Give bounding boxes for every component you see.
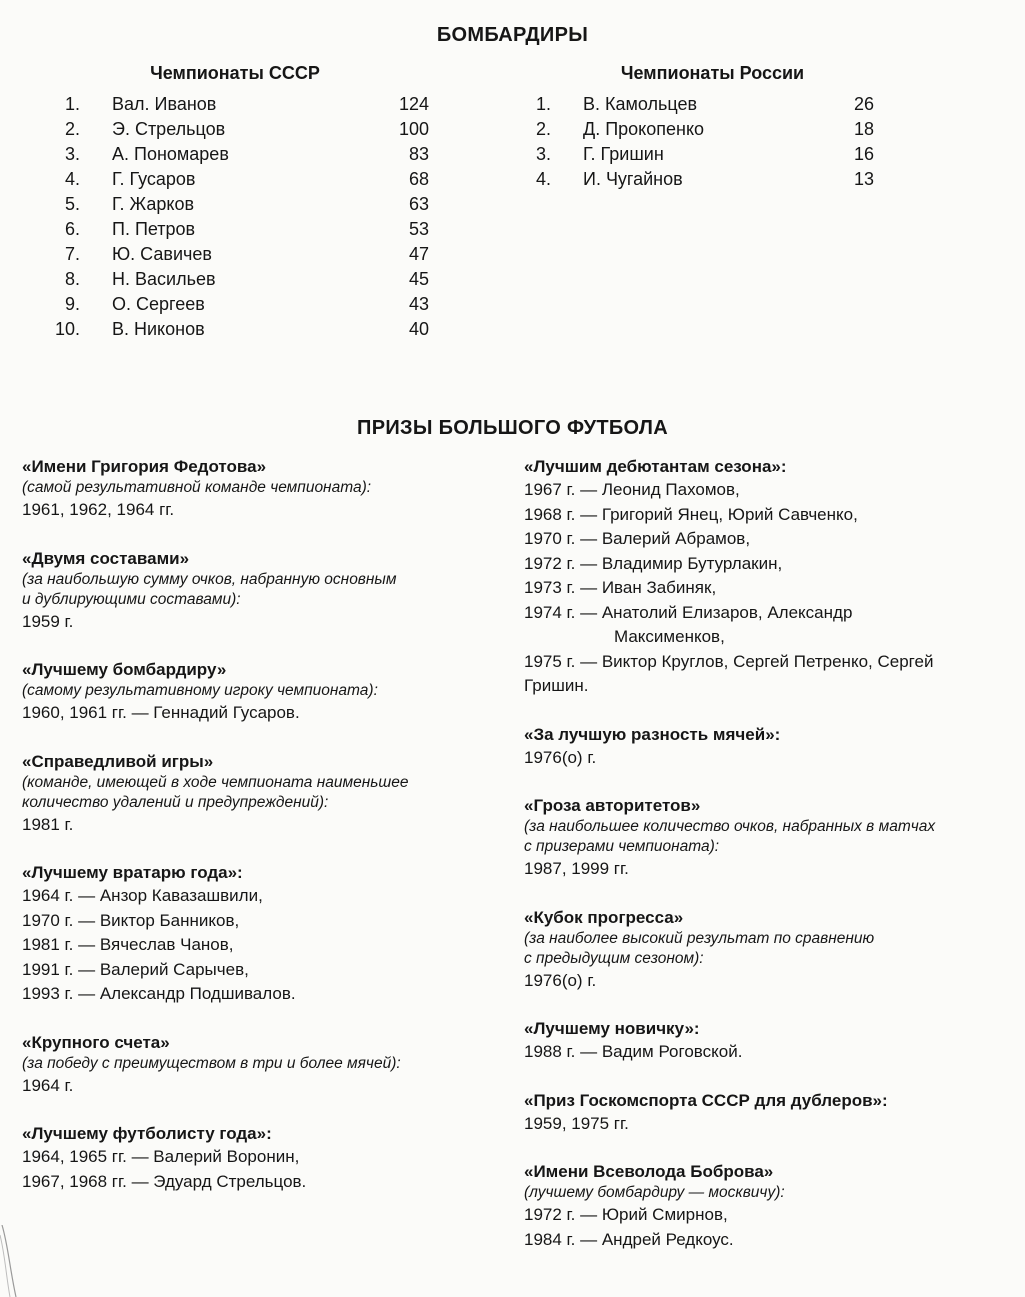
prize-block xyxy=(22,1031,512,1099)
scorer-row xyxy=(52,242,429,267)
scorer-goals: 43 xyxy=(408,294,429,314)
prize-block xyxy=(524,1017,1004,1065)
scorer-row xyxy=(52,192,429,217)
scorer-name: Г. Гришин xyxy=(583,144,664,164)
scorer-goals: 83 xyxy=(408,144,429,164)
scorer-rank: 2. xyxy=(535,119,551,139)
scorer-goals: 100 xyxy=(398,119,429,139)
prize-title: «Лучшим дебютантам сезона»: xyxy=(524,457,787,476)
scorer-rank: 10. xyxy=(54,319,80,339)
scorer-rank: 7. xyxy=(64,244,80,264)
scorer-row xyxy=(52,92,429,117)
scorer-name: Г. Жарков xyxy=(112,194,195,214)
scorer-name: Вал. Иванов xyxy=(112,94,217,114)
scorer-goals: 47 xyxy=(408,244,429,264)
prize-description: (самому результативному игроку чемпионата): xyxy=(22,682,378,699)
prize-winner-line: 1967 г. — Леонид Пахомов, xyxy=(524,480,740,499)
prize-block xyxy=(524,906,1004,994)
scorer-name: И. Чугайнов xyxy=(583,169,683,189)
scorer-rank: 3. xyxy=(535,144,551,164)
prize-title: «Лучшему футболисту года»: xyxy=(22,1124,272,1143)
scorer-rank: 2. xyxy=(64,119,80,139)
prize-description: с предыдущим сезоном): xyxy=(524,949,704,967)
prize-description: (за наибольшую сумму очков, набранную основным xyxy=(22,570,397,588)
prize-winner-line: Гришин. xyxy=(524,676,589,695)
scorer-name: П. Петров xyxy=(112,219,196,239)
prize-title: «Лучшему бомбардиру» xyxy=(22,660,227,679)
scorer-rank: 9. xyxy=(64,294,80,314)
prize-winner-line: 1974 г. — Анатолий Елизаров, Александр xyxy=(524,602,853,622)
prize-winner-line: 1993 г. — Александр Подшивалов. xyxy=(22,984,296,1003)
russia-heading: Чемпионаты России xyxy=(620,63,805,83)
scorer-goals: 13 xyxy=(853,169,874,189)
prize-description: количество удалений и предупреждений): xyxy=(22,793,329,811)
scorer-rank: 4. xyxy=(64,169,80,189)
prize-winner-line: 1968 г. — Григорий Янец, Юрий Савченко, xyxy=(524,504,858,524)
scorer-row xyxy=(523,92,874,117)
scorer-row xyxy=(52,267,429,292)
prize-description: (лучшему бомбардиру — москвичу): xyxy=(524,1184,785,1201)
scorer-rank: 3. xyxy=(64,144,80,164)
scorer-goals: 45 xyxy=(408,269,429,289)
prize-title: «За лучшую разность мячей»: xyxy=(524,724,781,744)
prize-winner-line: 1964 г. — Анзор Кавазашвили, xyxy=(22,886,263,905)
scorer-rank: 1. xyxy=(64,94,80,114)
prize-winner-line: 1987, 1999 гг. xyxy=(524,859,629,878)
prize-description: (за победу с преимуществом в три и более мячей): xyxy=(22,1054,401,1072)
prize-description: (самой результативной команде чемпионата): xyxy=(22,479,372,496)
prize-block xyxy=(22,455,512,523)
prize-title: «Двумя составами» xyxy=(22,548,190,568)
scorer-name: В. Никонов xyxy=(112,319,205,339)
prize-title: «Кубок прогресса» xyxy=(524,907,684,927)
prize-winner-line: 1984 г. — Андрей Редкоус. xyxy=(524,1229,734,1249)
prize-title: «Лучшему вратарю года»: xyxy=(22,863,243,882)
prize-winner-line: 1964, 1965 гг. — Валерий Воронин, xyxy=(22,1147,300,1166)
prize-winner-line: 1967, 1968 гг. — Эдуард Стрельцов. xyxy=(22,1171,307,1191)
prize-winner-line: 1976(о) г. xyxy=(524,747,597,767)
prize-title: «Лучшему новичку»: xyxy=(524,1019,700,1038)
prize-title: «Гроза авторитетов» xyxy=(524,796,701,815)
prize-title: «Имени Григория Федотова» xyxy=(22,457,267,476)
prize-description: (за наибольшее количество очков, набранных в матчах xyxy=(524,818,936,835)
scorer-goals: 53 xyxy=(408,219,429,239)
prizes-right-column xyxy=(524,455,1004,1276)
prize-winner-line: 1972 г. — Владимир Бутурлакин, xyxy=(524,553,783,573)
prize-block xyxy=(22,658,512,726)
scorer-goals: 26 xyxy=(853,94,874,114)
prize-winner-line: 1981 г. — Вячеслав Чанов, xyxy=(22,935,234,954)
prize-winner-line: 1961, 1962, 1964 гг. xyxy=(22,500,175,519)
prize-description: с призерами чемпионата): xyxy=(524,838,720,855)
scorer-name: Э. Стрельцов xyxy=(112,119,226,139)
prize-description: и дублирующими составами): xyxy=(22,590,241,608)
scorer-goals: 63 xyxy=(408,194,429,214)
scorer-rank: 4. xyxy=(535,169,551,189)
prize-winner-line: 1973 г. — Иван Забиняк, xyxy=(524,578,717,597)
scorer-name: А. Пономарев xyxy=(112,144,229,164)
prize-winner-line: 1959 г. xyxy=(22,611,74,631)
scorer-goals: 40 xyxy=(408,319,429,339)
prizes-left-column xyxy=(22,455,512,1218)
prize-block xyxy=(524,1089,1004,1137)
prize-title: «Имени Всеволода Боброва» xyxy=(524,1162,774,1181)
prizes-title: ПРИЗЫ БОЛЬШОГО ФУТБОЛА xyxy=(357,417,668,439)
scorer-row xyxy=(523,117,874,142)
scorer-goals: 124 xyxy=(398,94,429,114)
prize-winner-line: 1975 г. — Виктор Круглов, Сергей Петренко, Сергей xyxy=(524,651,934,671)
prize-winner-line: 1972 г. — Юрий Смирнов, xyxy=(524,1205,728,1224)
page-edge-shadow xyxy=(0,1225,18,1297)
scorer-row xyxy=(523,167,874,192)
prize-block xyxy=(524,723,1004,771)
prize-winner-line: 1976(о) г. xyxy=(524,970,597,990)
prize-winner-line: 1970 г. — Виктор Банников, xyxy=(22,910,240,930)
scorer-rank: 1. xyxy=(535,94,551,114)
ussr-scorers-list xyxy=(52,92,429,342)
scorer-row xyxy=(52,167,429,192)
prize-winner-line: 1988 г. — Вадим Роговской. xyxy=(524,1042,743,1061)
scorer-goals: 68 xyxy=(408,169,429,189)
scorer-name: В. Камольцев xyxy=(583,94,698,114)
scorer-rank: 5. xyxy=(64,194,80,214)
scorer-row xyxy=(52,317,429,342)
prize-description: (команде, имеющей в ходе чемпионата наименьшее xyxy=(22,773,409,791)
prize-block xyxy=(22,861,512,1007)
prize-title: «Крупного счета» xyxy=(22,1032,170,1052)
scorer-rank: 6. xyxy=(64,219,80,239)
prize-winner-line: 1970 г. — Валерий Абрамов, xyxy=(524,529,751,548)
prize-block xyxy=(22,750,512,838)
prize-block xyxy=(524,1160,1004,1252)
scorer-row xyxy=(52,292,429,317)
scorer-name: О. Сергеев xyxy=(112,294,205,314)
prize-winner-line: 1960, 1961 гг. — Геннадий Гусаров. xyxy=(22,703,300,722)
scorer-goals: 16 xyxy=(853,144,874,164)
prize-description: (за наиболее высокий результат по сравнению xyxy=(524,929,875,947)
scorer-name: Д. Прокопенко xyxy=(583,119,705,139)
prize-block xyxy=(524,794,1004,882)
scorer-row xyxy=(52,117,429,142)
scorer-name: Ю. Савичев xyxy=(112,244,212,264)
prize-winner-line: 1964 г. xyxy=(22,1075,74,1095)
prize-winner-line: 1981 г. xyxy=(22,814,74,834)
scorer-row xyxy=(52,217,429,242)
russia-scorers-list xyxy=(523,92,874,192)
prize-title: «Приз Госкомспорта СССР для дублеров»: xyxy=(524,1090,888,1110)
scorer-name: Н. Васильев xyxy=(112,269,216,289)
scorers-title: БОМБАРДИРЫ xyxy=(436,24,589,46)
prize-winner-line: 1959, 1975 гг. xyxy=(524,1113,629,1133)
prize-winner-line: Максименков, xyxy=(614,627,725,646)
prize-block xyxy=(22,547,512,635)
scorer-rank: 8. xyxy=(64,269,80,289)
prize-block xyxy=(22,1122,512,1194)
scorer-goals: 18 xyxy=(853,119,874,139)
prize-block xyxy=(524,455,1004,699)
scorer-name: Г. Гусаров xyxy=(112,169,196,189)
ussr-heading: Чемпионаты СССР xyxy=(150,63,320,83)
prize-winner-line: 1991 г. — Валерий Сарычев, xyxy=(22,959,249,979)
scorer-row xyxy=(523,142,874,167)
prize-title: «Справедливой игры» xyxy=(22,751,214,771)
scorer-row xyxy=(52,142,429,167)
